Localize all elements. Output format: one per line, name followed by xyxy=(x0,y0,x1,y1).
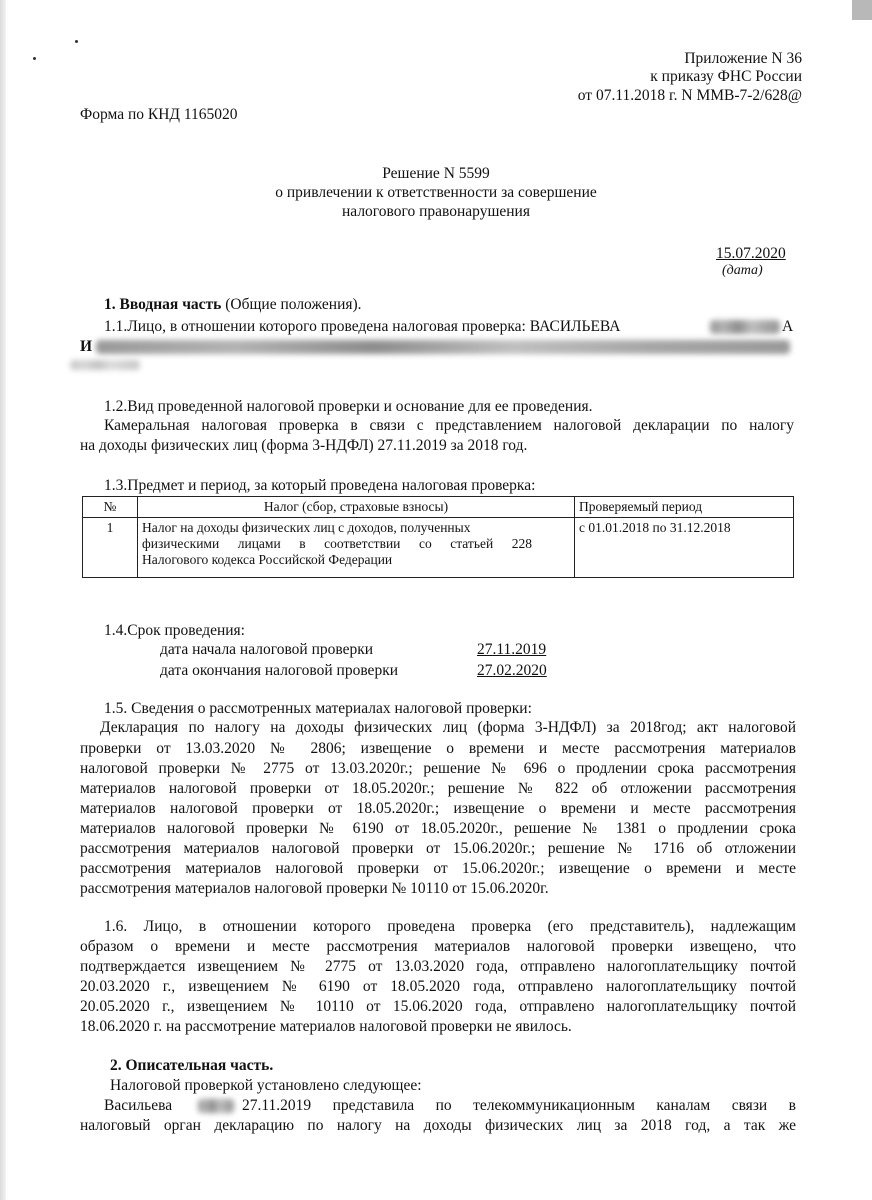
p11-tail-letter: А xyxy=(782,318,794,335)
section1-heading-rest: (Общие положения). xyxy=(221,296,362,313)
section2-intro: Налоговой проверкой установлено следующее: xyxy=(110,1077,422,1094)
p16-line: 20.03.2020 г., извещением № 6190 от 18.05.2020 года, отправлено налогоплательщику почтой xyxy=(80,978,796,995)
p14-end-label: дата окончания налоговой проверки xyxy=(160,662,399,679)
p14-start-label: дата начала налоговой проверки xyxy=(160,641,374,658)
table-header-number: № xyxy=(83,497,138,518)
redacted-details-line2 xyxy=(70,360,140,370)
p16-line: образом о времени и месте рассмотрения материалов налоговой проверки извещено, что xyxy=(80,938,796,955)
date-caption: (дата) xyxy=(722,263,763,278)
table-cell-period: с 01.01.2018 по 31.12.2018 xyxy=(575,518,794,578)
p12-line2: на доходы физических лиц (форма 3-НДФЛ) 27.11.2019 за 2018 год. xyxy=(80,437,528,454)
redacted-initials xyxy=(198,1099,234,1113)
p15-heading: 1.5. Сведения о рассмотренных материалах налоговой проверки: xyxy=(104,700,532,717)
p11-cont-letter: И xyxy=(80,338,93,355)
p15-line: налоговой проверки № 2775 от 13.03.2020г.; решение № 696 о продлении срока рассмотрения xyxy=(80,760,796,777)
p14-heading: 1.4.Срок проведения: xyxy=(104,622,245,639)
scan-speck xyxy=(33,57,36,60)
section1-heading-bold: 1. Вводная часть xyxy=(104,296,222,313)
decision-title: Решение N 5599 xyxy=(382,165,490,182)
p15-line: рассмотрения материалов налоговой проверки от 15.06.2020г.; извещение о времени и месте xyxy=(80,860,796,877)
section2-line2: налоговый орган декларацию по налогу на доходы физических лиц за 2018 год, а так же xyxy=(80,1117,796,1134)
p15-line: материалов налоговой проверки от 18.05.2020г.; извещение о времени и месте рассмотрения xyxy=(80,800,796,817)
p16-line: подтверждается извещением № 2775 от 13.03.2020 года, отправлено налогоплательщику почтой xyxy=(80,958,796,975)
scan-speck xyxy=(75,40,78,43)
p15-line: Декларация по налогу на доходы физических лиц (форма 3-НДФЛ) за 2018год; акт налоговой xyxy=(100,719,796,736)
p14-start-value: 27.11.2019 xyxy=(477,641,547,658)
p13-heading: 1.3.Предмет и период, за который проведена налоговая проверка: xyxy=(104,477,536,494)
redacted-details-line1 xyxy=(96,340,790,354)
p16-line: 1.6. Лицо, в отношении которого проведена проверка (его представитель), надлежащим xyxy=(104,918,796,935)
appendix-order: к приказу ФНС России xyxy=(650,68,802,85)
table-header-period: Проверяемый период xyxy=(575,497,794,518)
appendix-order-ref: от 07.11.2018 г. N ММВ-7-2/628@ xyxy=(577,87,802,104)
section1-heading xyxy=(104,296,362,314)
table-cell-tax-line2: физическими лицами в соответствии со статьей 228 xyxy=(142,536,532,551)
p12-heading: 1.2.Вид проведенной налоговой проверки и основание для ее проведения. xyxy=(104,398,593,415)
form-code: Форма по КНД 1165020 xyxy=(80,106,238,123)
scan-corner xyxy=(852,0,872,20)
p14-end-value: 27.02.2020 xyxy=(477,662,547,679)
table-row xyxy=(83,518,794,578)
p12-line1: Камеральная налоговая проверка в связи с представлением налоговой декларации по налогу xyxy=(104,417,794,434)
table-header-tax: Налог (сбор, страховые взносы) xyxy=(138,497,575,518)
p15-last-line: рассмотрения материалов налоговой проверки № 10110 от 15.06.2020г. xyxy=(80,880,549,897)
p15-line: проверки от 13.03.2020 № 2806; извещение о времени и месте рассмотрения материалов xyxy=(80,740,796,757)
p16-last-line: 18.06.2020 г. на рассмотрение материалов налоговой проверки не явилось. xyxy=(80,1018,572,1035)
decision-subtitle-2: налогового правонарушения xyxy=(342,203,530,220)
table-cell-tax-line1: Налог на доходы физических лиц с доходов, полученных xyxy=(142,520,471,535)
decision-subtitle-1: о привлечении к ответственности за совершение xyxy=(275,184,597,201)
section2-heading: 2. Описательная часть. xyxy=(110,1057,274,1074)
p16-line: 20.05.2020 г., извещением № 10110 от 15.06.2020 года, отправлено налогоплательщику почтой xyxy=(80,998,796,1015)
table-header-row xyxy=(83,497,794,518)
p15-line: материалов налоговой проверки от 18.05.2020г.; решение № 822 об отложении рассмотрения xyxy=(80,780,796,797)
section2-line1: 27.11.2019 представила по телекоммуникационным каналам связи в xyxy=(242,1097,796,1114)
decision-date: 15.07.2020 xyxy=(716,245,786,262)
p15-line: материалов налоговой проверки № 6190 от 18.05.2020г., решение № 1381 о продлении срока xyxy=(80,820,796,837)
section2-subject-name: Васильева xyxy=(104,1097,173,1114)
appendix-number: Приложение N 36 xyxy=(684,50,802,67)
table-cell-number: 1 xyxy=(83,518,138,578)
table-cell-tax-line3: Налогового кодекса Российской Федерации xyxy=(142,552,393,567)
audit-subject-table xyxy=(82,496,794,578)
p15-line: рассмотрения материалов налоговой проверки от 15.06.2020г.; решение № 1716 об отложении xyxy=(80,840,796,857)
p11-label: 1.1.Лицо, в отношении которого проведена налоговая проверка: ВАСИЛЬЕВА xyxy=(104,318,621,335)
redacted-name xyxy=(710,320,780,334)
table-cell-tax xyxy=(138,518,575,578)
